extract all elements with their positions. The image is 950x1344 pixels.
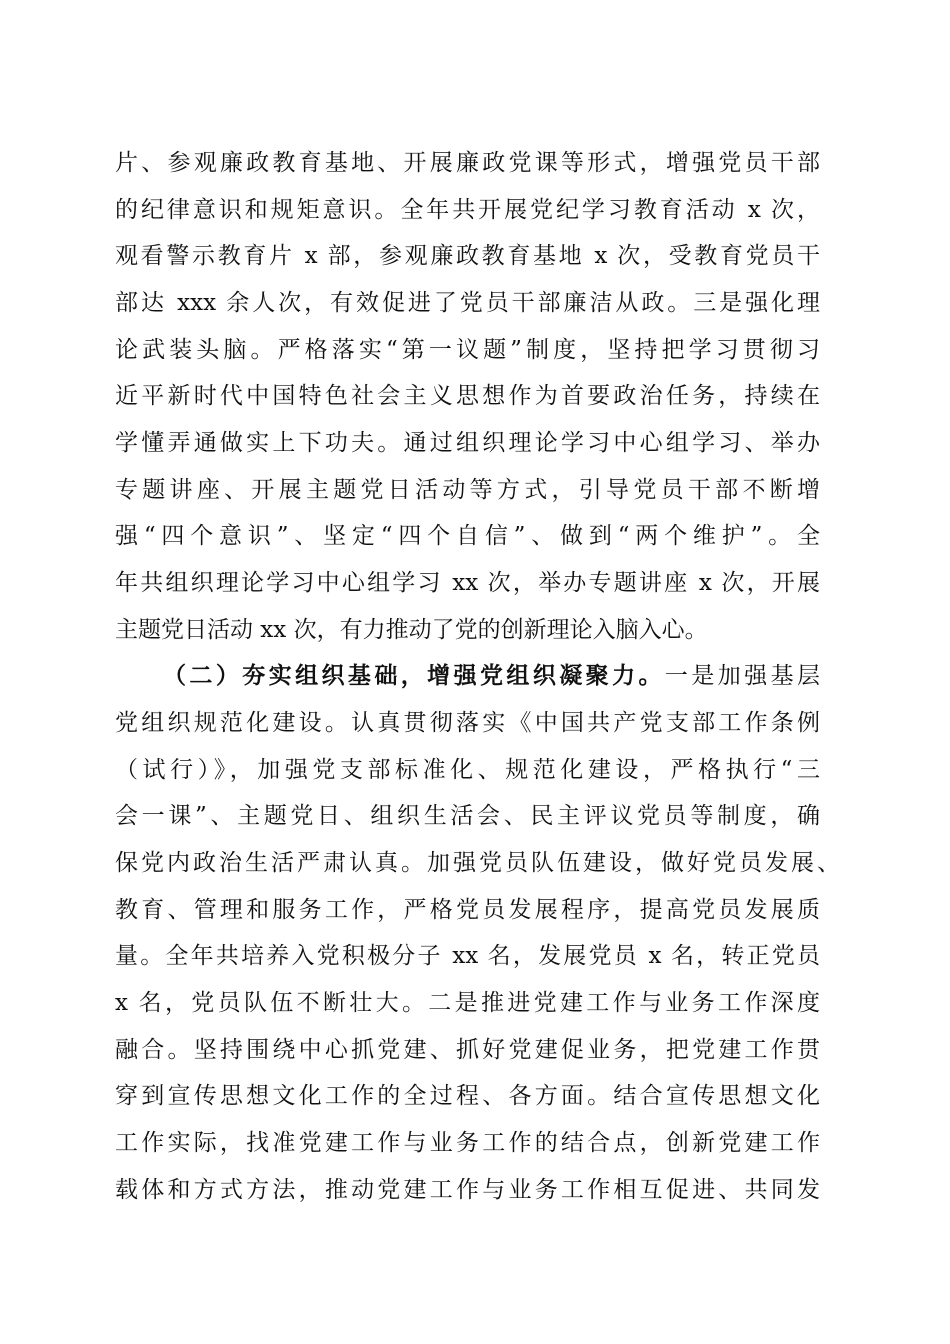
text-line: 量。全年共培养入党积极分子 xx 名，发展党员 x 名，转正党员 (115, 943, 820, 969)
text-line: 论武装头脑。严格落实“第一议题”制度，坚持把学习贯彻习 (115, 337, 820, 363)
text-line: 工作实际，找准党建工作与业务工作的结合点，创新党建工作 (115, 1130, 820, 1156)
text-line: 年共组织理论学习中心组学习 xx 次，举办专题讲座 x 次，开展 (115, 570, 820, 596)
text-line: 学懂弄通做实上下功夫。通过组织理论学习中心组学习、举办 (115, 430, 820, 456)
text-line: 会一课”、主题党日、组织生活会、民主评议党员等制度，确 (115, 803, 820, 829)
text-line: 强“四个意识”、坚定“四个自信”、做到“两个维护”。全 (115, 523, 820, 549)
text-line: 党组织规范化建设。认真贯彻落实《中国共产党支部工作条例 (115, 710, 820, 736)
text-line: 主题党日活动 xx 次，有力推动了党的创新理论入脑入心。 (115, 617, 708, 643)
text-line: x 名，党员队伍不断壮大。二是推进党建工作与业务工作深度 (115, 990, 820, 1016)
text-line: 专题讲座、开展主题党日活动等方式，引导党员干部不断增 (115, 477, 820, 503)
text-line: 穿到宣传思想文化工作的全过程、各方面。结合宣传思想文化 (115, 1083, 820, 1109)
text-line: 部达 xxx 余人次，有效促进了党员干部廉洁从政。三是强化理 (115, 290, 820, 316)
section-heading-line (163, 661, 820, 691)
text-line: 教育、管理和服务工作，严格党员发展程序，提高党员发展质 (115, 897, 820, 923)
text-line: 载体和方式方法，推动党建工作与业务工作相互促进、共同发 (115, 1177, 820, 1203)
text-line: 的纪律意识和规矩意识。全年共开展党纪学习教育活动 x 次， (115, 197, 820, 223)
text-line: 近平新时代中国特色社会主义思想作为首要政治任务，持续在 (115, 383, 820, 409)
text-line: 片、参观廉政教育基地、开展廉政党课等形式，增强党员干部 (115, 150, 820, 176)
section-heading: （二）夯实组织基础，增强党组织凝聚力。 (163, 662, 665, 689)
text-line: 观看警示教育片 x 部，参观廉政教育基地 x 次，受教育党员干 (115, 243, 820, 269)
text-line: 保党内政治生活严肃认真。加强党员队伍建设，做好党员发展、 (115, 850, 840, 876)
text-line: 融合。坚持围绕中心抓党建、抓好党建促业务，把党建工作贯 (115, 1037, 820, 1063)
text-line: （试行）》，加强党支部标准化、规范化建设，严格执行“三 (115, 757, 820, 783)
text-run: 一是加强基层 (664, 663, 821, 689)
